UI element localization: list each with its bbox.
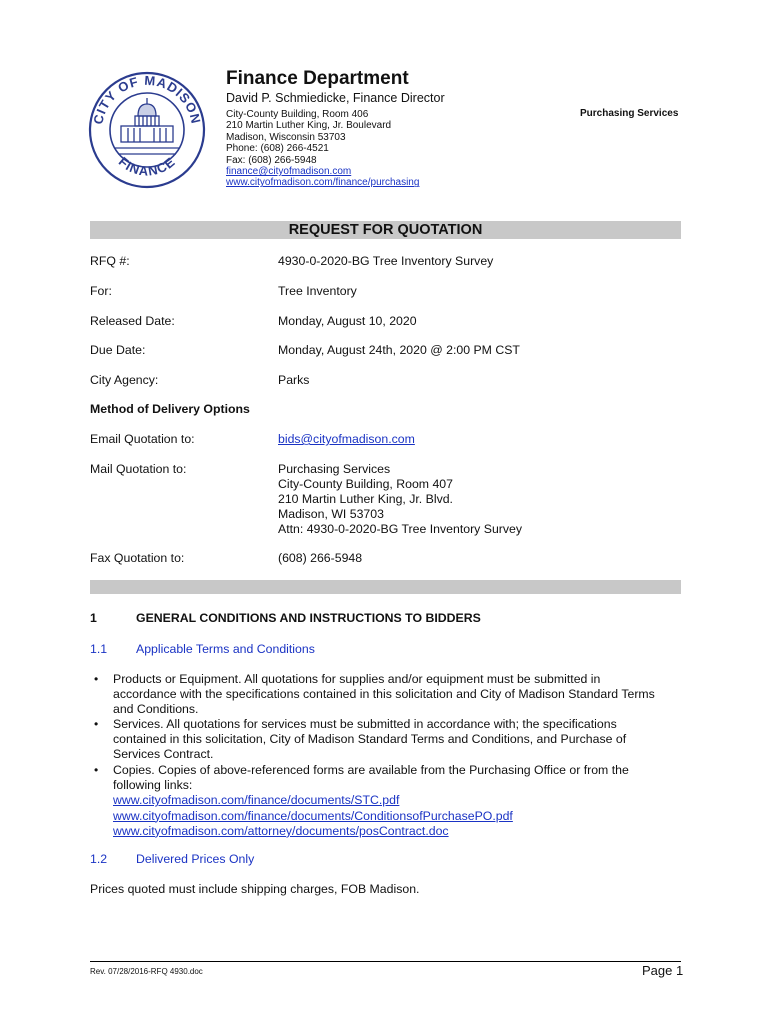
rfq-number-label: RFQ #: xyxy=(90,254,130,268)
rfq-number-value: 4930-0-2020-BG Tree Inventory Survey xyxy=(278,254,494,268)
bids-email-link[interactable]: bids@cityofmadison.com xyxy=(278,432,415,446)
director-name: David P. Schmiedicke, Finance Director xyxy=(226,91,445,105)
section-divider-bar xyxy=(90,580,681,594)
bullet-icon: • xyxy=(94,763,99,777)
due-date-value: Monday, August 24th, 2020 @ 2:00 PM CST xyxy=(278,343,520,357)
for-label: For: xyxy=(90,284,112,298)
fax-quotation-label: Fax Quotation to: xyxy=(90,551,185,565)
mail-line: Madison, WI 53703 xyxy=(278,507,384,521)
mail-line: Attn: 4930-0-2020-BG Tree Inventory Survey xyxy=(278,522,523,536)
bullet-text: Services. All quotations for services must be submitted in accordance with; the specifications contained in this solicitation, City of Madison Standard Terms and Conditions, and Purchase of Services Contract. xyxy=(113,717,627,762)
mail-line: City-County Building, Room 407 xyxy=(278,477,453,491)
city-agency-label: City Agency: xyxy=(90,373,159,387)
section-title: GENERAL CONDITIONS AND INSTRUCTIONS TO BIDDERS xyxy=(136,611,481,625)
subsection-title: Applicable Terms and Conditions xyxy=(136,642,315,656)
bullet-text: Products or Equipment. All quotations for supplies and/or equipment must be submitted in accordance with the specifications contained in this solicitation and City of Madison Standard Terms and Conditions. xyxy=(113,672,655,717)
address-line: City-County Building, Room 406 xyxy=(226,109,369,120)
mail-line: 210 Martin Luther King, Jr. Blvd. xyxy=(278,492,453,506)
subsection-number: 1.1 xyxy=(90,642,108,656)
section-number: 1 xyxy=(90,611,97,625)
address-line: Madison, Wisconsin 53703 xyxy=(226,131,346,143)
division-name: Purchasing Services xyxy=(580,108,679,119)
pos-contract-link[interactable]: www.cityofmadison.com/attorney/documents/posContract.doc xyxy=(113,823,449,838)
revision-note: Rev. 07/28/2016-RFQ 4930.doc xyxy=(90,967,203,976)
delivery-heading: Method of Delivery Options xyxy=(90,402,250,416)
bullet-text xyxy=(113,763,658,839)
subsection-title: Delivered Prices Only xyxy=(136,852,255,866)
purchasing-website-link[interactable]: www.cityofmadison.com/finance/purchasing xyxy=(226,177,420,189)
due-date-label: Due Date: xyxy=(90,343,146,357)
subsection-number: 1.2 xyxy=(90,852,108,866)
mail-line: Purchasing Services xyxy=(278,462,391,476)
department-address xyxy=(226,109,419,189)
mail-quotation-label: Mail Quotation to: xyxy=(90,462,187,476)
stc-document-link[interactable]: www.cityofmadison.com/finance/documents/STC.pdf xyxy=(113,793,400,808)
address-line: 210 Martin Luther King, Jr. Boulevard xyxy=(226,120,392,132)
city-agency-value: Parks xyxy=(278,373,310,387)
bullet-icon: • xyxy=(94,717,99,731)
seal-bottom-text: FINANCE xyxy=(115,153,179,179)
page-number: Page 1 xyxy=(642,963,684,978)
rfq-title: REQUEST FOR QUOTATION xyxy=(288,222,483,238)
for-value: Tree Inventory xyxy=(278,284,357,298)
phone-line: Phone: (608) 266-4521 xyxy=(226,143,329,155)
fax-quotation-value: (608) 266-5948 xyxy=(278,551,363,565)
bullet-text-copies: Copies. Copies of above-referenced forms are available from the Purchasing Office or from the following links: xyxy=(113,763,629,793)
mail-address xyxy=(278,462,522,537)
email-quotation-label: Email Quotation to: xyxy=(90,432,195,446)
released-date-value: Monday, August 10, 2020 xyxy=(278,314,417,328)
bullet-icon: • xyxy=(94,672,99,686)
seal-top-text: CITY OF MADISON xyxy=(90,72,204,126)
finance-email-link[interactable]: finance@cityofmadison.com xyxy=(226,166,352,178)
svg-text:FINANCE xyxy=(116,154,178,179)
department-title: Finance Department xyxy=(226,68,409,89)
footer-divider xyxy=(90,961,681,962)
delivered-prices-text: Prices quoted must include shipping charges, FOB Madison. xyxy=(90,882,420,896)
released-date-label: Released Date: xyxy=(90,314,175,328)
conditions-of-purchase-link[interactable]: www.cityofmadison.com/finance/documents/ConditionsofPurchasePO.pdf xyxy=(113,808,513,823)
fax-line: Fax: (608) 266-5948 xyxy=(226,154,317,166)
city-seal-logo xyxy=(88,68,206,192)
